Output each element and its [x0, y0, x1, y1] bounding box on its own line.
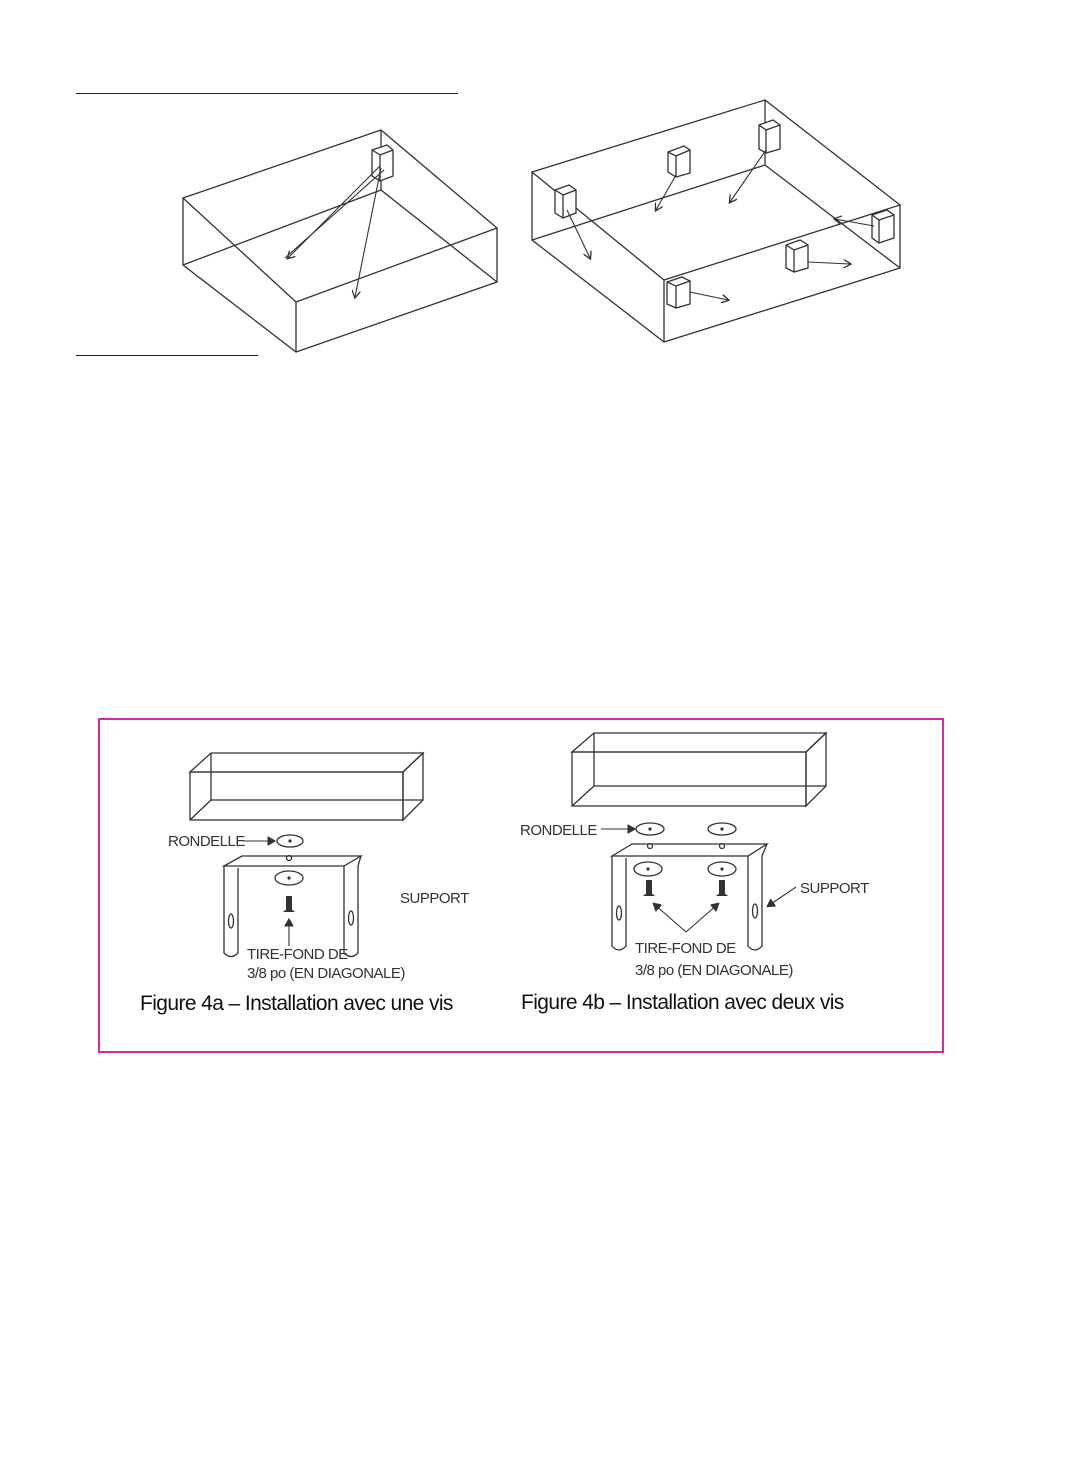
- support-label: SUPPORT: [400, 890, 469, 907]
- washer-icon: [275, 871, 303, 885]
- figure-4a-caption: Figure 4a – Installation avec une vis: [140, 992, 453, 1015]
- lag-screw-icon: [643, 880, 655, 896]
- screw-label-line1: TIRE-FOND DE: [247, 946, 348, 963]
- figure-4b-diagram: [520, 733, 869, 1014]
- screw-label-line2: 3/8 po (EN DIAGONALE): [247, 965, 405, 982]
- washer-icon: [634, 862, 662, 876]
- washer-icon: [708, 862, 736, 876]
- support-label: SUPPORT: [800, 880, 869, 897]
- washer-icon: [636, 823, 664, 835]
- speaker-cabinet-4b: [572, 733, 826, 806]
- washer-label: RONDELLE: [168, 833, 245, 850]
- lag-screw-icon: [283, 896, 295, 912]
- washer-icon: [277, 835, 303, 847]
- washer-label: RONDELLE: [520, 822, 597, 839]
- screw-label-line2: 3/8 po (EN DIAGONALE): [635, 962, 793, 979]
- speaker-cabinet-4a: [190, 753, 423, 820]
- screw-label-line1: TIRE-FOND DE: [635, 940, 736, 957]
- figure-4a-diagram: [140, 753, 469, 1015]
- lag-screw-icon: [716, 880, 728, 896]
- figure-4b-caption: Figure 4b – Installation avec deux vis: [521, 991, 844, 1014]
- washer-icon: [708, 823, 736, 835]
- bracket-4b: [612, 844, 767, 950]
